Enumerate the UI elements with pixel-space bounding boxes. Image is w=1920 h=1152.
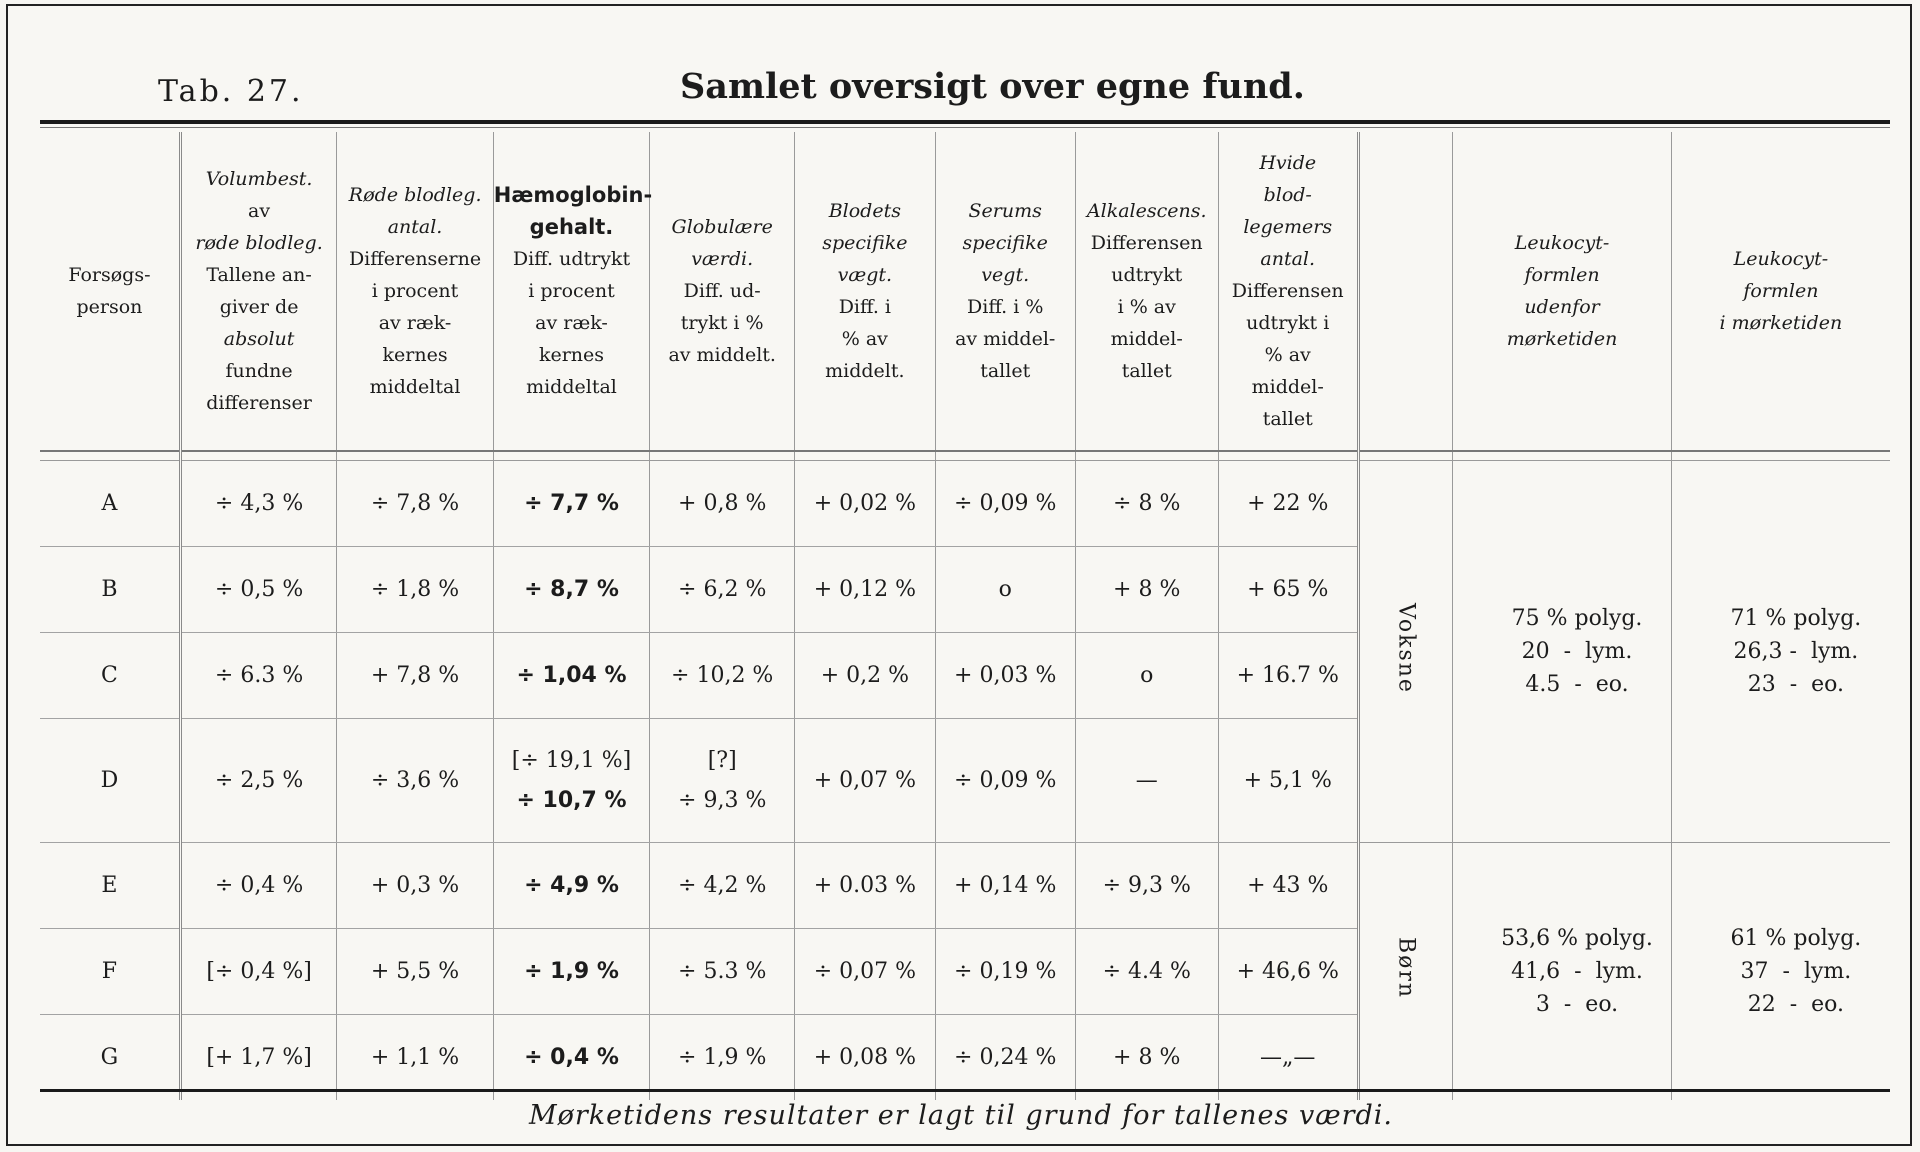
top-rule-thin xyxy=(40,127,1890,128)
cell-person: F xyxy=(40,929,180,1015)
col-haemo: Hæmoglobin- gehalt. Diff. udtrykt i procent av ræk- kernes middeltal xyxy=(493,132,649,451)
cell-hvide: + 65 % xyxy=(1218,547,1358,633)
leuk-out-born: 53,6 % polyg. 41,6 - lym. 3 - eo. xyxy=(1453,843,1672,1101)
cell-volum: ÷ 4,3 % xyxy=(180,461,336,547)
cell-hvide: + 16.7 % xyxy=(1218,633,1358,719)
cell-glob: ÷ 10,2 % xyxy=(650,633,795,719)
cell-rode: ÷ 7,8 % xyxy=(337,461,493,547)
cell-volum: [+ 1,7 %] xyxy=(180,1015,336,1101)
cell-volum: [÷ 0,4 %] xyxy=(180,929,336,1015)
cell-person: A xyxy=(40,461,180,547)
leuk-out-voksne: 75 % polyg. 20 - lym. 4.5 - eo. xyxy=(1453,461,1672,843)
cell-person: E xyxy=(40,843,180,929)
col-volum: Volumbest. av røde blodleg. Tallene an- giver de absolut fundne differenser xyxy=(180,132,336,451)
cell-person: B xyxy=(40,547,180,633)
col-alk: Alkalescens. Differensen udtrykt i % av middel- tallet xyxy=(1075,132,1218,451)
cell-volum: ÷ 6.3 % xyxy=(180,633,336,719)
col-glob: Globulære værdi. Diff. ud- trykt i % av middelt. xyxy=(650,132,795,451)
table-row xyxy=(40,461,1890,547)
cell-alk: — xyxy=(1075,719,1218,843)
cell-rode: + 7,8 % xyxy=(337,633,493,719)
col-hvide: Hvide blod- legemers antal. Differensen udtrykt i % av middel- tallet xyxy=(1218,132,1358,451)
cell-volum: ÷ 0,4 % xyxy=(180,843,336,929)
cell-glob: ÷ 6,2 % xyxy=(650,547,795,633)
cell-alk: ÷ 8 % xyxy=(1075,461,1218,547)
col-leuk-out: Leukocyt- formlen udenfor mørketiden xyxy=(1453,132,1672,451)
findings-table xyxy=(40,132,1890,1100)
cell-rode: + 0,3 % xyxy=(337,843,493,929)
col-group xyxy=(1358,132,1452,451)
col-blod: Blodets specifike vægt. Diff. i % av middelt. xyxy=(795,132,935,451)
spacer-row xyxy=(40,451,1890,461)
header-row xyxy=(40,132,1890,451)
cell-rode: + 1,1 % xyxy=(337,1015,493,1101)
page-title: Samlet oversigt over egne fund. xyxy=(680,66,1305,107)
top-rule xyxy=(40,120,1890,124)
page-scan xyxy=(6,4,1912,1146)
cell-person: G xyxy=(100,1045,119,1070)
cell-alk: + 8 % xyxy=(1075,547,1218,633)
table-row xyxy=(40,843,1890,929)
cell-haemo: ÷ 0,4 % xyxy=(493,1015,649,1101)
cell-rode: ÷ 3,6 % xyxy=(337,719,493,843)
cell-serum: + 0,14 % xyxy=(935,843,1075,929)
cell-blod: + 0,12 % xyxy=(795,547,935,633)
cell-hvide: + 43 % xyxy=(1218,843,1358,929)
cell-serum: o xyxy=(935,547,1075,633)
col-serum: Serums specifike vegt. Diff. i % av middel- tallet xyxy=(935,132,1075,451)
cell-glob: ÷ 1,9 % xyxy=(650,1015,795,1101)
cell-alk: ÷ 9,3 % xyxy=(1075,843,1218,929)
cell-rode: ÷ 1,8 % xyxy=(337,547,493,633)
cell-alk: ÷ 4.4 % xyxy=(1075,929,1218,1015)
footer-note: Mørketidens resultater er lagt til grund for tallenes værdi. xyxy=(529,1100,1393,1131)
cell-haemo: [÷ 19,1 %] ÷ 10,7 % xyxy=(493,719,649,843)
cell-serum: ÷ 0,19 % xyxy=(935,929,1075,1015)
cell-hvide: + 46,6 % xyxy=(1218,929,1358,1015)
cell-alk: o xyxy=(1075,633,1218,719)
group-born xyxy=(1358,843,1452,1101)
cell-haemo: ÷ 1,9 % xyxy=(493,929,649,1015)
col-person: Forsøgs- person xyxy=(40,132,180,451)
cell-blod: + 0,07 % xyxy=(795,719,935,843)
cell-hvide: —„— xyxy=(1218,1015,1358,1101)
col-rode: Røde blodleg. antal. Differenserne i procent av ræk- kernes middeltal xyxy=(337,132,493,451)
col-leuk-in: Leukocyt- formlen i mørketiden xyxy=(1671,132,1890,451)
cell-volum: ÷ 2,5 % xyxy=(180,719,336,843)
cell-volum: ÷ 0,5 % xyxy=(180,547,336,633)
group-label-voksne: Voksne xyxy=(1393,603,1419,694)
cell-serum: ÷ 0,09 % xyxy=(935,461,1075,547)
cell-blod: + 0,2 % xyxy=(795,633,935,719)
group-label-born: Børn xyxy=(1393,937,1419,1000)
cell-hvide: + 5,1 % xyxy=(1218,719,1358,843)
cell-hvide: + 22 % xyxy=(1218,461,1358,547)
cell-blod: + 0.03 % xyxy=(795,843,935,929)
cell-glob: [?] ÷ 9,3 % xyxy=(650,719,795,843)
cell-haemo: ÷ 1,04 % xyxy=(493,633,649,719)
cell-person: C xyxy=(40,633,180,719)
cell-blod: + 0,02 % xyxy=(795,461,935,547)
cell-blod: ÷ 0,07 % xyxy=(795,929,935,1015)
cell-glob: + 0,8 % xyxy=(650,461,795,547)
leuk-in-born: 61 % polyg. 37 - lym. 22 - eo. xyxy=(1671,843,1890,1101)
cell-haemo: ÷ 7,7 % xyxy=(493,461,649,547)
cell-serum: ÷ 0,09 % xyxy=(935,719,1075,843)
cell-serum: ÷ 0,24 % xyxy=(935,1015,1075,1101)
cell-haemo: ÷ 4,9 % xyxy=(493,843,649,929)
cell-alk: + 8 % xyxy=(1075,1015,1218,1101)
cell-haemo: ÷ 8,7 % xyxy=(493,547,649,633)
cell-rode: + 5,5 % xyxy=(337,929,493,1015)
leuk-in-voksne: 71 % polyg. 26,3 - lym. 23 - eo. xyxy=(1671,461,1890,843)
cell-glob: ÷ 5.3 % xyxy=(650,929,795,1015)
cell-glob: ÷ 4,2 % xyxy=(650,843,795,929)
bottom-rule xyxy=(40,1089,1890,1092)
group-voksne xyxy=(1358,461,1452,843)
cell-person: D xyxy=(40,719,180,843)
cell-serum: + 0,03 % xyxy=(935,633,1075,719)
table-number: Tab. 27. xyxy=(158,74,304,109)
cell-blod: + 0,08 % xyxy=(795,1015,935,1101)
